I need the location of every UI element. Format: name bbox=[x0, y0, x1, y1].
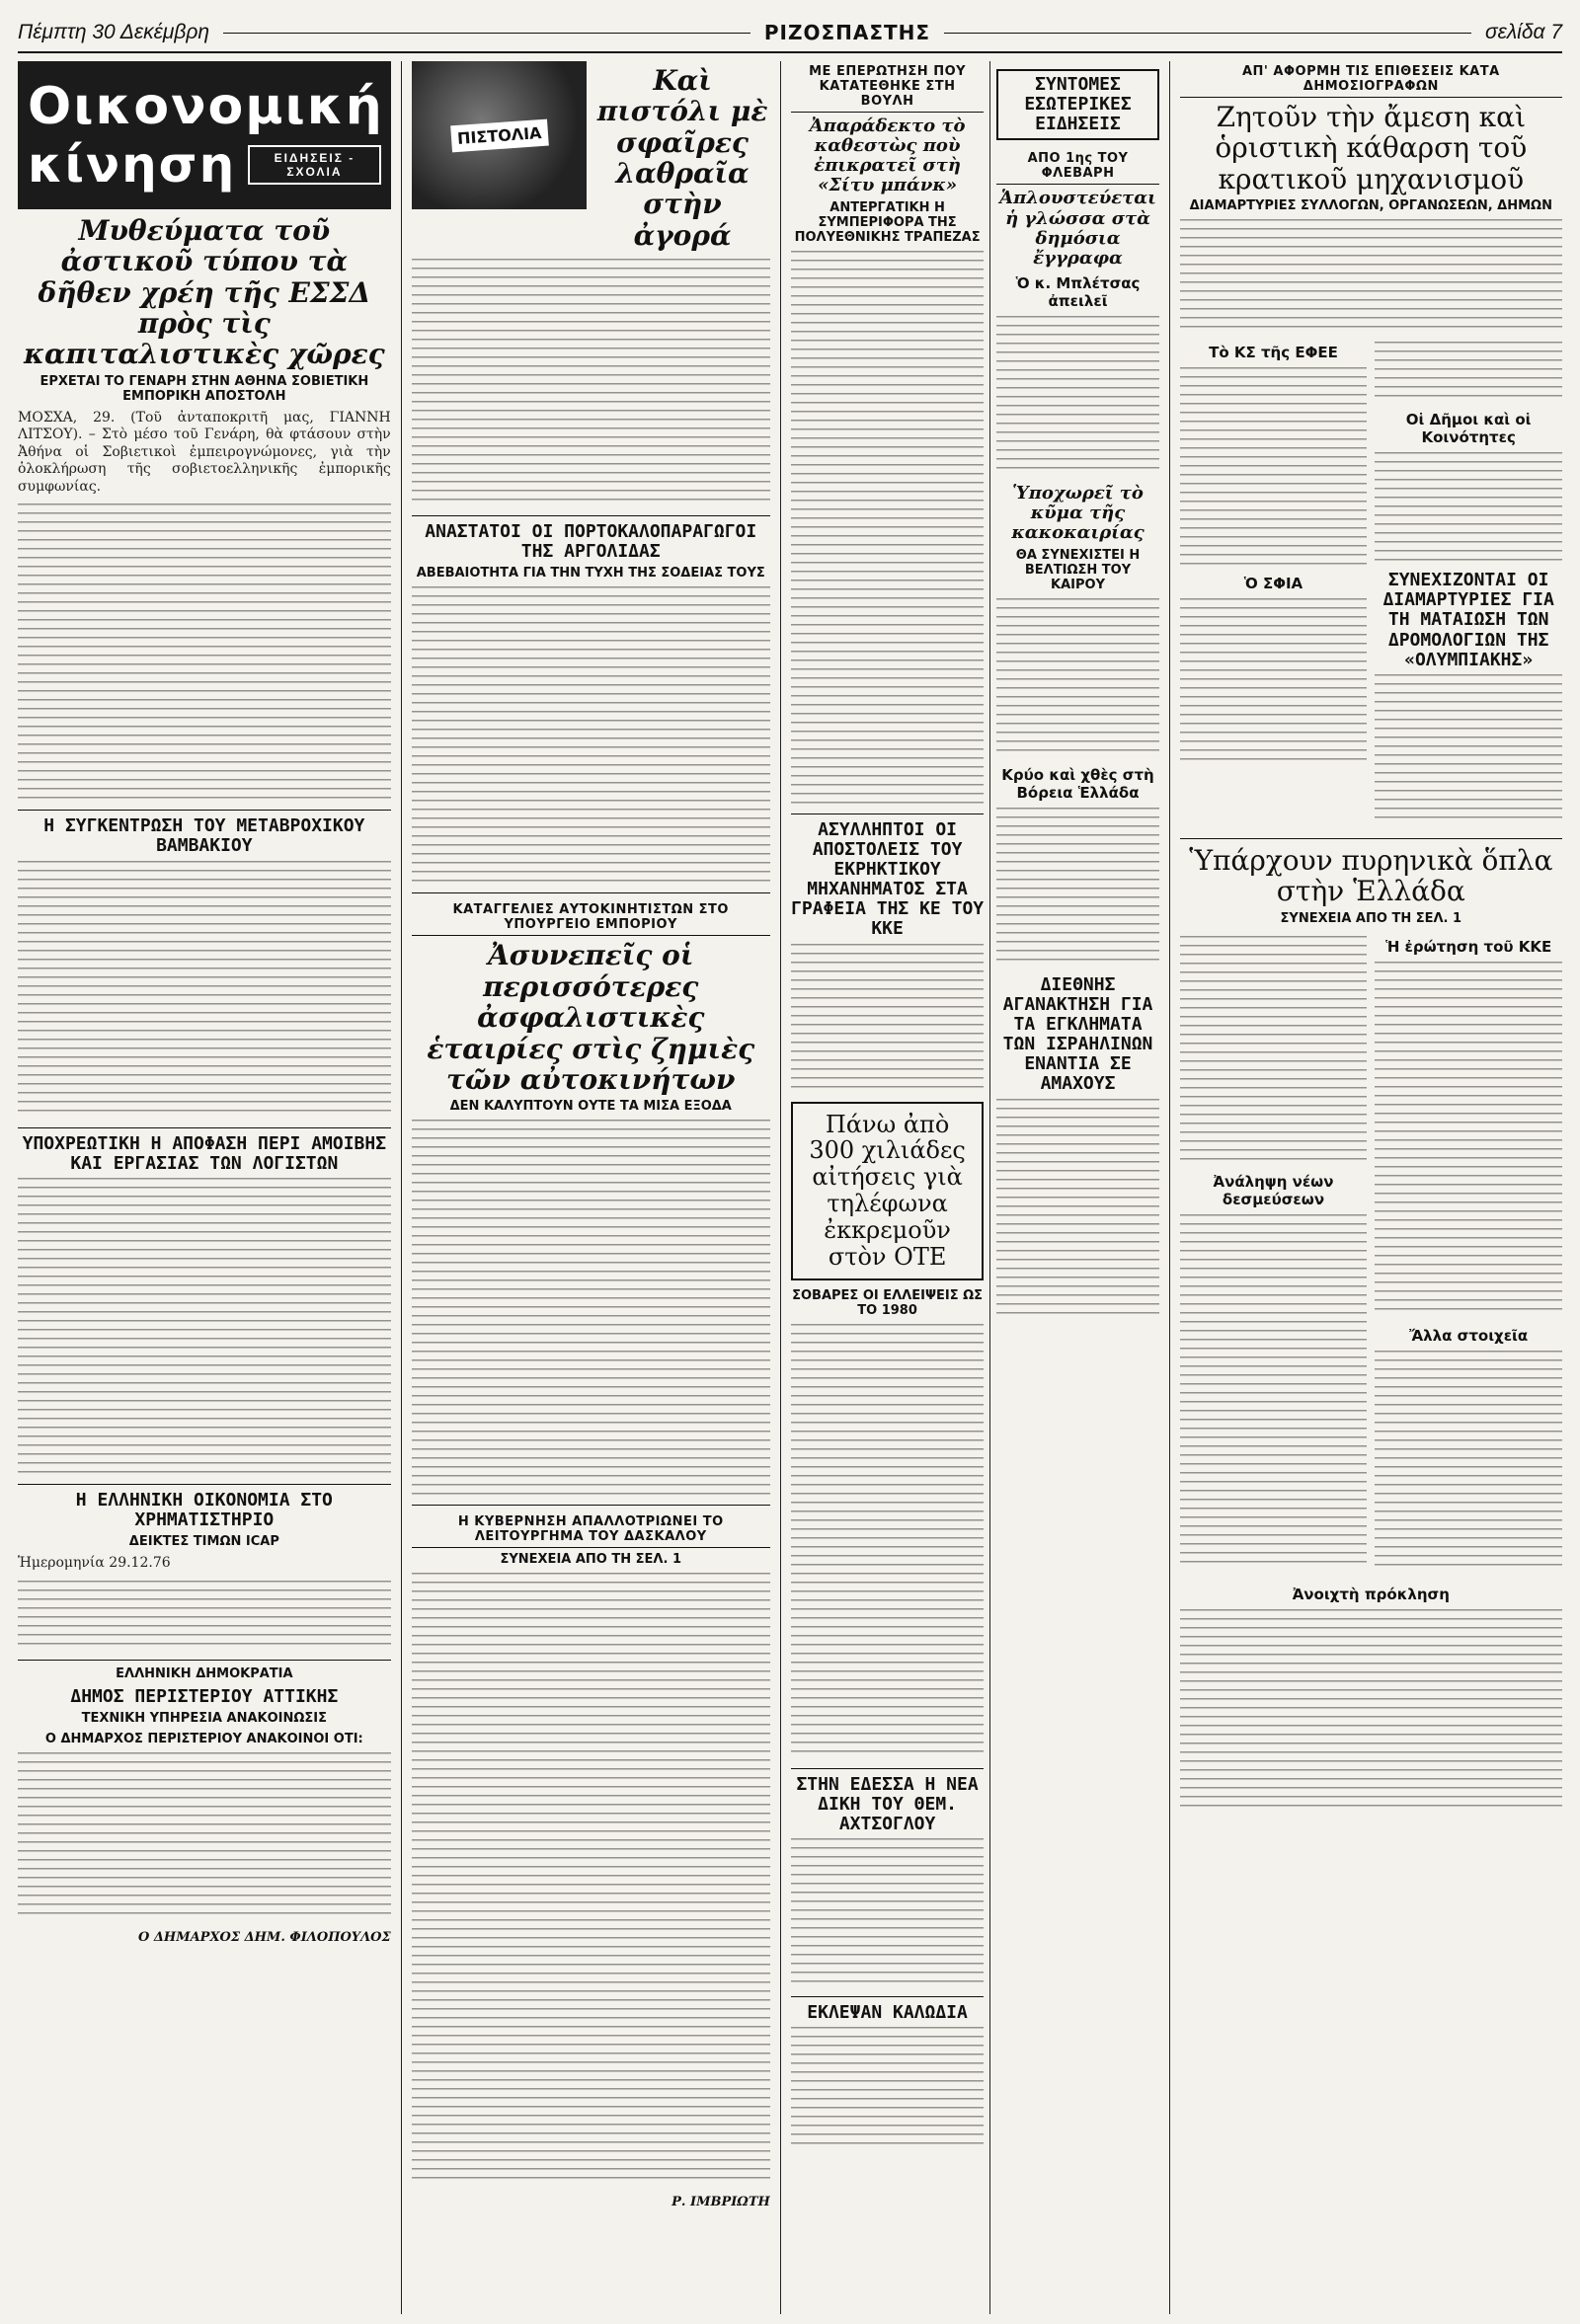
index-date: Ἡμερομηνία 29.12.76 bbox=[18, 1555, 171, 1572]
banner-tag: ΕΙΔΗΣΕΙΣ - ΣΧΟΛΙΑ bbox=[248, 145, 380, 186]
story-headline: ΑΝΑΣΤΑΤΟΙ ΟΙ ΠΟΡΤΟΚΑΛΟΠΑΡΑΓΩΓΟΙ ΤΗΣ ΑΡΓΟΛΙΔΑΣ bbox=[425, 521, 757, 563]
body-text bbox=[1180, 367, 1368, 565]
body-text bbox=[1375, 452, 1562, 561]
column-2 bbox=[412, 61, 770, 2314]
column-4 bbox=[1180, 61, 1562, 2314]
story-subheadline: ΣΟΒΑΡΕΣ ΟΙ ΕΛΛΕΙΨΕΙΣ ΩΣ ΤΟ 1980 bbox=[792, 1287, 984, 1318]
story-kicker: ΜΕ ΕΠΕΡΩΤΗΣΗ ΠΟΥ ΚΑΤΑΤΕΘΗΚΕ ΣΤΗ ΒΟΥΛΗ bbox=[791, 61, 985, 113]
body-text bbox=[1180, 1214, 1368, 1570]
story-kicker: Η ΚΥΒΕΡΝΗΣΗ ΑΠΑΛΛΟΤΡΙΩΝΕΙ ΤΟ ΛΕΙΤΟΥΡΓΗΜΑ ΤΟΥ ΔΑΣΚΑΛΟΥ bbox=[412, 1511, 770, 1548]
body-text bbox=[1180, 936, 1368, 1163]
body-text bbox=[1180, 1609, 1562, 1807]
body-text bbox=[412, 259, 770, 505]
notice-title: ΔΗΜΟΣ ΠΕΡΙΣΤΕΡΙΟΥ ΑΤΤΙΚΗΣ bbox=[70, 1685, 339, 1707]
body-text bbox=[791, 2027, 985, 2145]
body-text bbox=[18, 504, 391, 800]
section-banner bbox=[18, 61, 391, 209]
news-box-title: ΣΥΝΤΟΜΕΣ ΕΣΩΤΕΡΙΚΕΣ ΕΙΔΗΣΕΙΣ bbox=[996, 69, 1158, 140]
story-subheadline: ΣΥΝΕΧΕΙΑ ΑΠΟ ΤΗ ΣΕΛ. 1 bbox=[1280, 910, 1462, 926]
column-3b bbox=[989, 61, 1158, 2314]
story-headline: Ὑποχωρεῖ τὸ κῦμα τῆς κακοκαιρίας bbox=[1011, 483, 1145, 544]
story-headline: Καὶ πιστόλι μὲ σφαῖρες λαθραῖα στὴν ἀγορά bbox=[596, 64, 768, 252]
body-text bbox=[996, 808, 1158, 966]
banner-title: Οικονομική bbox=[28, 77, 384, 136]
body-text bbox=[996, 598, 1158, 756]
body-text bbox=[1180, 219, 1562, 328]
story-signature: Ρ. ΙΜΒΡΙΩΤΗ bbox=[672, 2195, 770, 2210]
body-text bbox=[791, 1324, 985, 1758]
story-subheadline: ΔΙΑΜΑΡΤΥΡΙΕΣ ΣΥΛΛΟΓΩΝ, ΟΡΓΑΝΩΣΕΩΝ, ΔΗΜΩΝ bbox=[1189, 198, 1552, 214]
cartoon-image bbox=[412, 61, 588, 209]
body-text bbox=[18, 861, 391, 1118]
story-headline: Πάνω ἀπὸ 300 χιλιάδες αἰτήσεις γιὰ τηλέφωνα ἐκκρεμοῦν στὸν ΟΤΕ bbox=[809, 1110, 966, 1271]
story-subheadline: ΘΑ ΣΥΝΕΧΙΣΤΕΙ Η ΒΕΛΤΙΩΣΗ ΤΟΥ ΚΑΙΡΟΥ bbox=[1015, 547, 1141, 592]
body-text bbox=[791, 251, 985, 804]
paper-name: ΡΙΖΟΣΠΑΣΤΗΣ bbox=[763, 21, 931, 44]
story-headline: Ἁπλουστεύεται ἡ γλώσσα στὰ δημόσια ἔγγραφα bbox=[999, 188, 1156, 269]
story-headline: Ζητοῦν τὴν ἄμεση καὶ ὁριστικὴ κάθαρση τοῦ κρατικοῦ μηχανισμοῦ bbox=[1215, 101, 1528, 195]
story-subheadline: ΔΕΙΚΤΕΣ ΤΙΜΩΝ ICAP bbox=[128, 1534, 279, 1550]
section-label: Ὁ ΣΦΙΑ bbox=[1243, 575, 1304, 593]
section-label: Τὸ ΚΣ τῆς ΕΦΕΕ bbox=[1209, 344, 1338, 362]
story-headline: Η ΕΛΛΗΝΙΚΗ ΟΙΚΟΝΟΜΙΑ ΣΤΟ ΧΡΗΜΑΤΙΣΤΗΡΙΟ bbox=[75, 1489, 333, 1531]
story-headline: ΣΥΝΕΧΙΖΟΝΤΑΙ ΟΙ ΔΙΑΜΑΡΤΥΡΙΕΣ ΓΙΑ ΤΗ ΜΑΤΑΙΩΣΗ ΤΩΝ ΔΡΟΜΟΛΟΓΙΩΝ ΤΗΣ «ΟΛΥΜΠΙΑΚΗΣ» bbox=[1382, 570, 1554, 670]
story-headline: ΥΠΟΧΡΕΩΤΙΚΗ Η ΑΠΟΦΑΣΗ ΠΕΡΙ ΑΜΟΙΒΗΣ ΚΑΙ ΕΡΓΑΣΙΑΣ ΤΩΝ ΛΟΓΙΣΤΩΝ bbox=[22, 1132, 387, 1174]
body-text bbox=[996, 1099, 1158, 1316]
story-headline: ΔΙΕΘΝΗΣ ΑΓΑΝΑΚΤΗΣΗ ΓΙΑ ΤΑ ΕΓΚΛΗΜΑΤΑ ΤΩΝ ΙΣΡΑΗΛΙΝΩΝ ΕΝΑΝΤΙΑ ΣΕ ΑΜΑΧΟΥΣ bbox=[1002, 973, 1153, 1095]
body-text bbox=[1375, 674, 1562, 822]
body-text bbox=[412, 586, 770, 883]
body-text bbox=[412, 1120, 770, 1495]
body-text bbox=[1180, 598, 1368, 766]
story-subheadline: ΣΥΝΕΧΕΙΑ ΑΠΟ ΤΗ ΣΕΛ. 1 bbox=[500, 1552, 681, 1568]
page-number: σελίδα 7 bbox=[1484, 21, 1563, 43]
story-subheadline: ΕΡΧΕΤΑΙ ΤΟ ΓΕΝΑΡΗ ΣΤΗΝ ΑΘΗΝΑ ΣΟΒΙΕΤΙΚΗ ΕΜΠΟΡΙΚΗ ΑΠΟΣΤΟΛΗ bbox=[40, 373, 369, 404]
story-headline: Η ΣΥΓΚΕΝΤΡΩΣΗ ΤΟΥ ΜΕΤΑΒΡΟΧΙΚΟΥ ΒΑΜΒΑΚΙΟΥ bbox=[43, 815, 365, 857]
story-headline: Μυθεύματα τοῦ ἀστικοῦ τύπου τὰ δῆθεν χρέη τῆς ΕΣΣΔ πρὸς τὶς καπιταλιστικὲς χῶρες bbox=[23, 214, 385, 371]
body-text bbox=[1375, 962, 1562, 1317]
column-3a bbox=[791, 61, 985, 2314]
story-subheadline: ΑΒΕΒΑΙΟΤΗΤΑ ΓΙΑ ΤΗΝ ΤΥΧΗ ΤΗΣ ΣΟΔΕΙΑΣ ΤΟΥΣ bbox=[416, 566, 765, 581]
body-text bbox=[18, 1581, 391, 1650]
story-subheadline: ΑΝΤΕΡΓΑΤΙΚΗ Η ΣΥΜΠΕΡΙΦΟΡΑ ΤΗΣ ΠΟΛΥΕΘΝΙΚΗΣ ΤΡΑΠΕΖΑΣ bbox=[794, 199, 981, 245]
section-label: Κρύο καὶ χθὲς στὴ Βόρεια Ἑλλάδα bbox=[1001, 765, 1154, 802]
issue-date: Πέμπτη 30 Δεκέμβρη bbox=[18, 21, 210, 43]
story-kicker: ΑΠΟ 1ης ΤΟΥ ΦΛΕΒΑΡΗ bbox=[996, 148, 1158, 185]
story-lead: ΜΟΣΧΑ, 29. (Τοῦ ἀνταποκριτῆ μας, ΓΙΑΝΝΗ ΛΙΤΣΟΥ). – Στὸ μέσο τοῦ Γενάρη, θὰ φτάσουν στὴν Ἀθήνα οἱ Σοβιετικοὶ ἐμπειρογνώμονες, γιὰ τὴν ὁλοκλήρωση τῆς σοβιετοελληνικῆς ἐμπορικῆς συμφωνίας. bbox=[18, 409, 391, 495]
story-headline: Ὑπάρχουν πυρηνικὰ ὅπλα στὴν Ἑλλάδα bbox=[1189, 843, 1553, 908]
story-subheadline: ΔΕΝ ΚΑΛΥΠΤΟΥΝ ΟΥΤΕ ΤΑ ΜΙΣΑ ΕΞΟΔΑ bbox=[449, 1099, 732, 1115]
notice-line: ΤΕΧΝΙΚΗ ΥΠΗΡΕΣΙΑ ΑΝΑΚΟΙΝΩΣΙΣ bbox=[81, 1710, 328, 1726]
story-headline: ΣΤΗΝ ΕΔΕΣΣΑ Η ΝΕΑ ΔΙΚΗ ΤΟΥ ΘΕΜ. ΑΧΤΣΟΓΛΟΥ bbox=[796, 1773, 979, 1835]
body-text bbox=[1375, 1351, 1562, 1568]
banner-title-2: κίνηση bbox=[28, 136, 237, 194]
notice-line: ΕΛΛΗΝΙΚΗ ΔΗΜΟΚΡΑΤΙΑ bbox=[116, 1666, 293, 1681]
body-text bbox=[18, 1178, 391, 1474]
masthead bbox=[18, 14, 1562, 53]
column-1 bbox=[18, 61, 391, 2314]
section-label: Ἀνοιχτὴ πρόκληση bbox=[1292, 1585, 1450, 1603]
body-text bbox=[412, 1573, 770, 2185]
section-label: Ἀνάληψη νέων δεσμεύσεων bbox=[1213, 1172, 1334, 1208]
section-label: Οἱ Δῆμοι καὶ οἱ Κοινότητες bbox=[1405, 411, 1532, 447]
body-text bbox=[1375, 342, 1562, 401]
notice-signature: Ο ΔΗΜΑΡΧΟΣ ΔΗΜ. ΦΙΛΟΠΟΥΛΟΣ bbox=[137, 1929, 391, 1945]
story-headline: Ἀσυνεπεῖς οἱ περισσότερες ἀσφαλιστικὲς ἑταιρίες στὶς ζημιὲς τῶν αὐτοκινήτων bbox=[427, 939, 755, 1096]
story-kicker: ΑΠ' ΑΦΟΡΜΗ ΤΙΣ ΕΠΙΘΕΣΕΙΣ ΚΑΤΑ ΔΗΜΟΣΙΟΓΡΑΦΩΝ bbox=[1180, 61, 1562, 98]
section-label: Ἄλλα στοιχεῖα bbox=[1409, 1326, 1529, 1345]
story-headline: ΕΚΛΕΨΑΝ ΚΑΛΩΔΙΑ bbox=[807, 2002, 968, 2024]
notice-line: Ο ΔΗΜΑΡΧΟΣ ΠΕΡΙΣΤΕΡΙΟΥ ΑΝΑΚΟΙΝΟΙ ΟΤΙ: bbox=[44, 1731, 363, 1746]
story-kicker: ΚΑΤΑΓΓΕΛΙΕΣ ΑΥΤΟΚΙΝΗΤΙΣΤΩΝ ΣΤΟ ΥΠΟΥΡΓΕΙΟ ΕΜΠΟΡΙΟΥ bbox=[412, 899, 770, 936]
body-text bbox=[996, 316, 1158, 474]
section-label: Ἡ ἐρώτηση τοῦ ΚΚΕ bbox=[1385, 937, 1552, 956]
column-3 bbox=[791, 61, 1159, 2314]
body-text bbox=[791, 1838, 985, 1986]
body-text bbox=[18, 1752, 391, 1920]
story-headline: Ἀπαράδεκτο τὸ καθεστὼς ποὺ ἐπικρατεῖ στὴ «Σίτυ μπάνκ» bbox=[809, 116, 966, 196]
cartoon-caption: ΠΙΣΤΟΛΙΑ bbox=[450, 118, 548, 152]
story-headline: ΑΣΥΛΛΗΠΤΟΙ ΟΙ ΑΠΟΣΤΟΛΕΙΣ ΤΟΥ ΕΚΡΗΚΤΙΚΟΥ ΜΗΧΑΝΗΜΑΤΟΣ ΣΤΑ ΓΡΑΦΕΙΑ ΤΗΣ ΚΕ ΤΟΥ ΚΚΕ bbox=[791, 818, 985, 940]
section-label: Ὁ κ. Μπλέτσας ἀπειλεῖ bbox=[1015, 274, 1141, 311]
body-text bbox=[791, 944, 985, 1092]
